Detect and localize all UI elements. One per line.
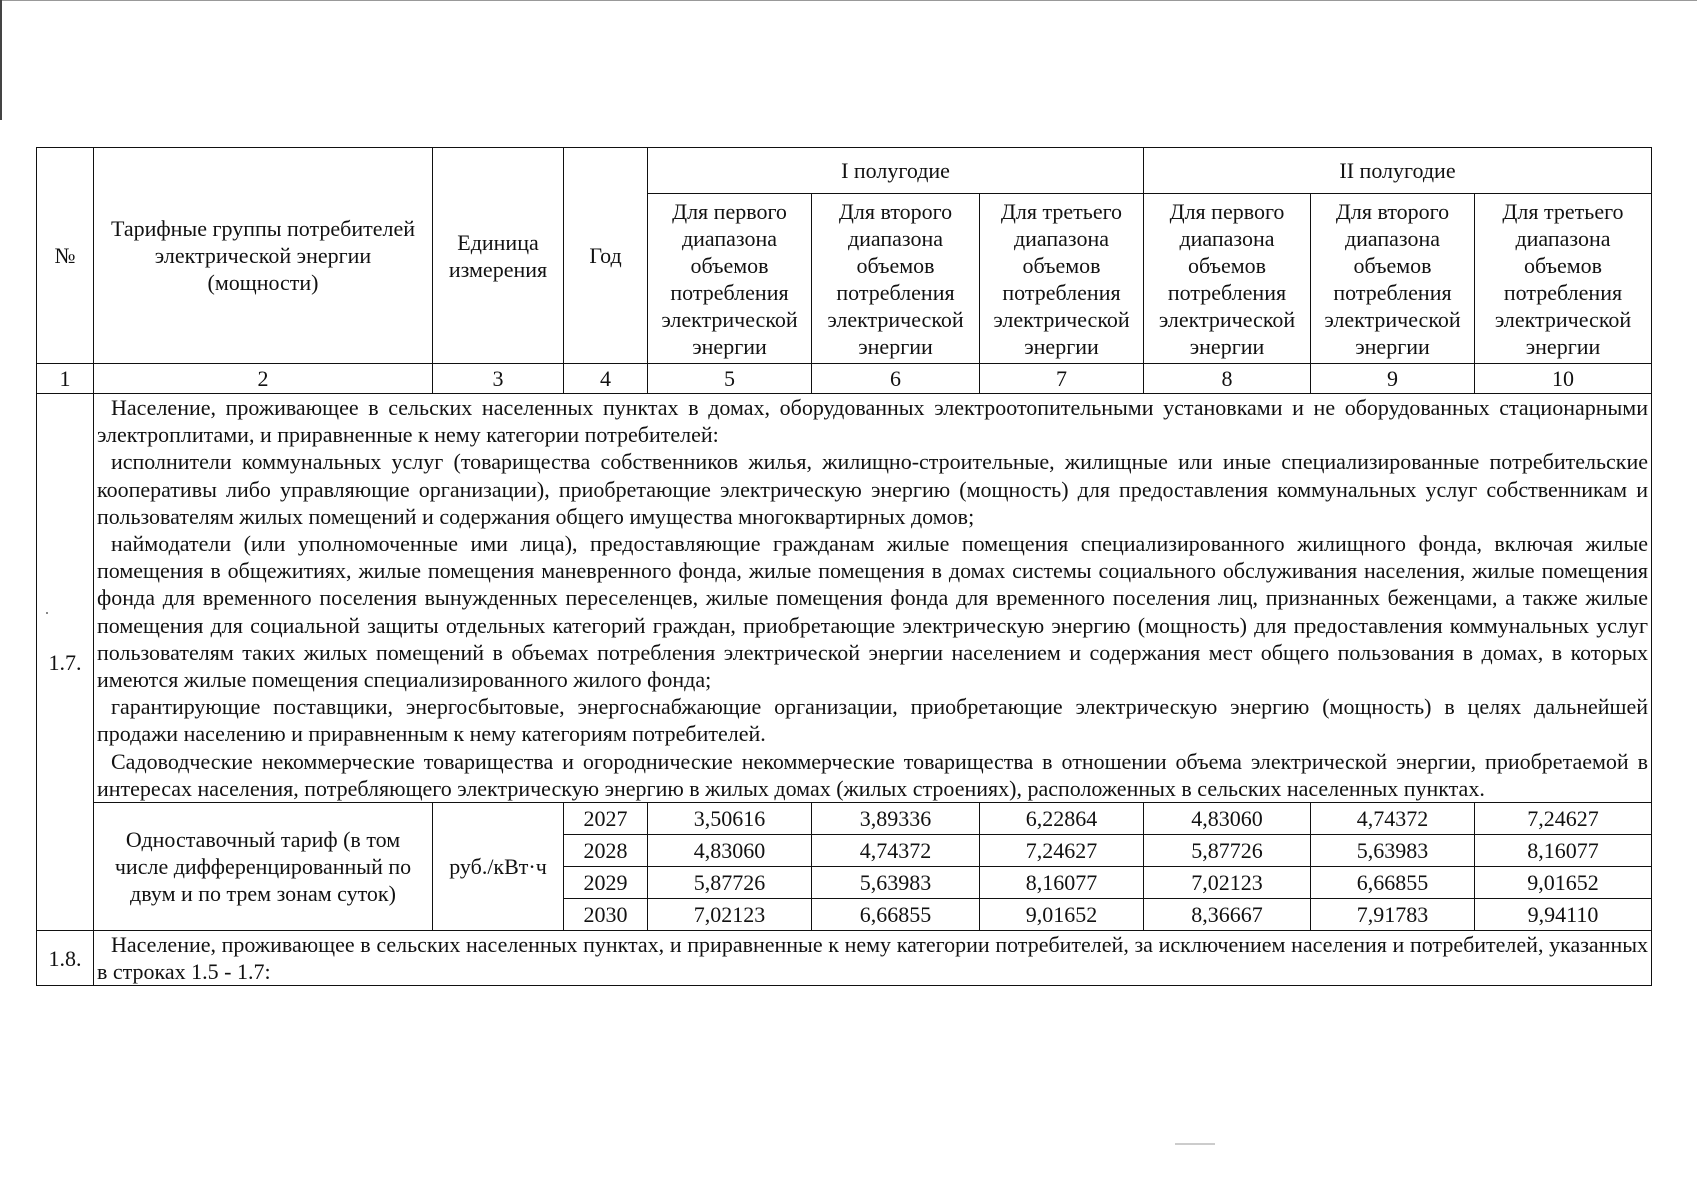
section-number-1-7: 1.7.: [37, 394, 94, 931]
value-cell: 6,22864: [980, 803, 1144, 835]
value-cell: 9,94110: [1475, 899, 1652, 931]
header-range-h1-2: Для второго диапазона объемов потребления электрической энергии: [812, 194, 980, 364]
value-cell: 4,74372: [1311, 803, 1475, 835]
scan-smudge: [1175, 1143, 1215, 1145]
col-number: 4: [564, 364, 648, 394]
value-cell: 6,66855: [812, 899, 980, 931]
col-number: 9: [1311, 364, 1475, 394]
header-range-h1-3: Для третьего диапазона объемов потребления электрической энергии: [980, 194, 1144, 364]
section-1-7-paragraph: гарантирующие поставщики, энергосбытовые, энергоснабжающие организации, приобретающие электрическую энергию (мощность) в целях дальнейшей продажи населению и приравненным к нему категориям потребителей.: [97, 694, 1648, 747]
section-1-7-paragraph: наймодатели (или уполномоченные ими лица), предоставляющие гражданам жилые помещения специализированного жилищного фонда, включая жилые помещения в общежитиях, жилые помещения маневренного фонда, жилые помещения в домах системы социального обслуживания населения, жилые помещения фонда для временного поселения вынужденных переселенцев, жилые помещения фонда для временного поселения лиц, признанных беженцами, а также жилые помещения для социальной защиты отдельных категорий граждан, приобретающие электрическую энергию (мощность) для предоставления коммунальных услуг пользователям таких жилых помещений в объемах потребления электрической энергии населением и содержания мест общего пользования в домах, в которых имеются жилые помещения специализированного жилого фонда;: [97, 531, 1648, 693]
header-range-h1-1: Для первого диапазона объемов потребления электрической энергии: [648, 194, 812, 364]
value-cell: 9,01652: [1475, 867, 1652, 899]
value-cell: 8,16077: [1475, 835, 1652, 867]
value-cell: 5,87726: [1144, 835, 1311, 867]
table-row: [37, 803, 1652, 835]
tariff-label: Одноставочный тариф (в том числе дифференцированный по двум и по трем зонам суток): [94, 803, 433, 931]
header-range-h2-1: Для первого диапазона объемов потребления электрической энергии: [1144, 194, 1311, 364]
header-range-h2-3: Для третьего диапазона объемов потребления электрической энергии: [1475, 194, 1652, 364]
col-number: 6: [812, 364, 980, 394]
value-cell: 7,02123: [1144, 867, 1311, 899]
header-range-h2-2: Для второго диапазона объемов потребления электрической энергии: [1311, 194, 1475, 364]
value-cell: 3,50616: [648, 803, 812, 835]
section-number-1-8: 1.8.: [37, 931, 94, 986]
header-unit: Единица измерения: [433, 148, 564, 364]
section-1-8-paragraph: Население, проживающее в сельских населенных пунктах, и приравненные к нему категории потребителей, за исключением населения и потребителей, указанных в строках 1.5 - 1.7:: [97, 932, 1648, 985]
value-cell: 7,24627: [980, 835, 1144, 867]
section-1-8-row: [37, 931, 1652, 986]
value-cell: 5,87726: [648, 867, 812, 899]
value-cell: 7,91783: [1311, 899, 1475, 931]
column-number-row: [37, 364, 1652, 394]
section-1-7-description: [94, 394, 1652, 803]
section-1-7-paragraph: Садоводческие некоммерческие товарищества и огороднические некоммерческие товарищества в отношении объема электрической энергии, приобретаемой в интересах населения, потребляющего электрическую энергию в жилых домах (жилых строениях), расположенных в сельских населенных пунктах.: [97, 748, 1648, 801]
col-number: 10: [1475, 364, 1652, 394]
value-cell: 7,02123: [648, 899, 812, 931]
tariff-unit: руб./кВт·ч: [433, 803, 564, 931]
value-cell: 9,01652: [980, 899, 1144, 931]
header-row-1: [37, 148, 1652, 194]
section-1-7-description-row: [37, 394, 1652, 803]
value-cell: 4,83060: [648, 835, 812, 867]
header-no: №: [37, 148, 94, 364]
col-number: 1: [37, 364, 94, 394]
scan-edge-left: [0, 0, 2, 120]
header-year: Год: [564, 148, 648, 364]
col-number: 7: [980, 364, 1144, 394]
header-half-1: I полугодие: [648, 148, 1144, 194]
value-cell: 3,89336: [812, 803, 980, 835]
col-number: 2: [94, 364, 433, 394]
year-cell: 2029: [564, 867, 648, 899]
col-number: 3: [433, 364, 564, 394]
value-cell: 6,66855: [1311, 867, 1475, 899]
col-number: 8: [1144, 364, 1311, 394]
year-cell: 2030: [564, 899, 648, 931]
col-number: 5: [648, 364, 812, 394]
value-cell: 8,36667: [1144, 899, 1311, 931]
section-1-7-paragraph: исполнители коммунальных услуг (товарищества собственников жилья, жилищно-строительные, жилищные или иные специализированные потребительские кооперативы либо управляющие организации), приобретающие электрическую энергию (мощность) для предоставления коммунальных услуг собственникам и пользователям жилых помещений и содержания общего имущества многоквартирных домов;: [97, 449, 1648, 529]
section-1-7-paragraph: Население, проживающее в сельских населенных пунктах в домах, оборудованных электроотопительными установками и не оборудованных стационарными электроплитами, и приравненные к нему категории потребителей:: [97, 395, 1648, 448]
value-cell: 8,16077: [980, 867, 1144, 899]
section-1-8-description: [94, 931, 1652, 986]
header-half-2: II полугодие: [1144, 148, 1652, 194]
value-cell: 4,74372: [812, 835, 980, 867]
value-cell: 7,24627: [1475, 803, 1652, 835]
scan-edge-top: [0, 0, 1697, 1]
year-cell: 2028: [564, 835, 648, 867]
tariff-table: [36, 147, 1652, 986]
year-cell: 2027: [564, 803, 648, 835]
value-cell: 5,63983: [812, 867, 980, 899]
header-group: Тарифные группы потребителей электрической энергии (мощности): [94, 148, 433, 364]
value-cell: 5,63983: [1311, 835, 1475, 867]
value-cell: 4,83060: [1144, 803, 1311, 835]
